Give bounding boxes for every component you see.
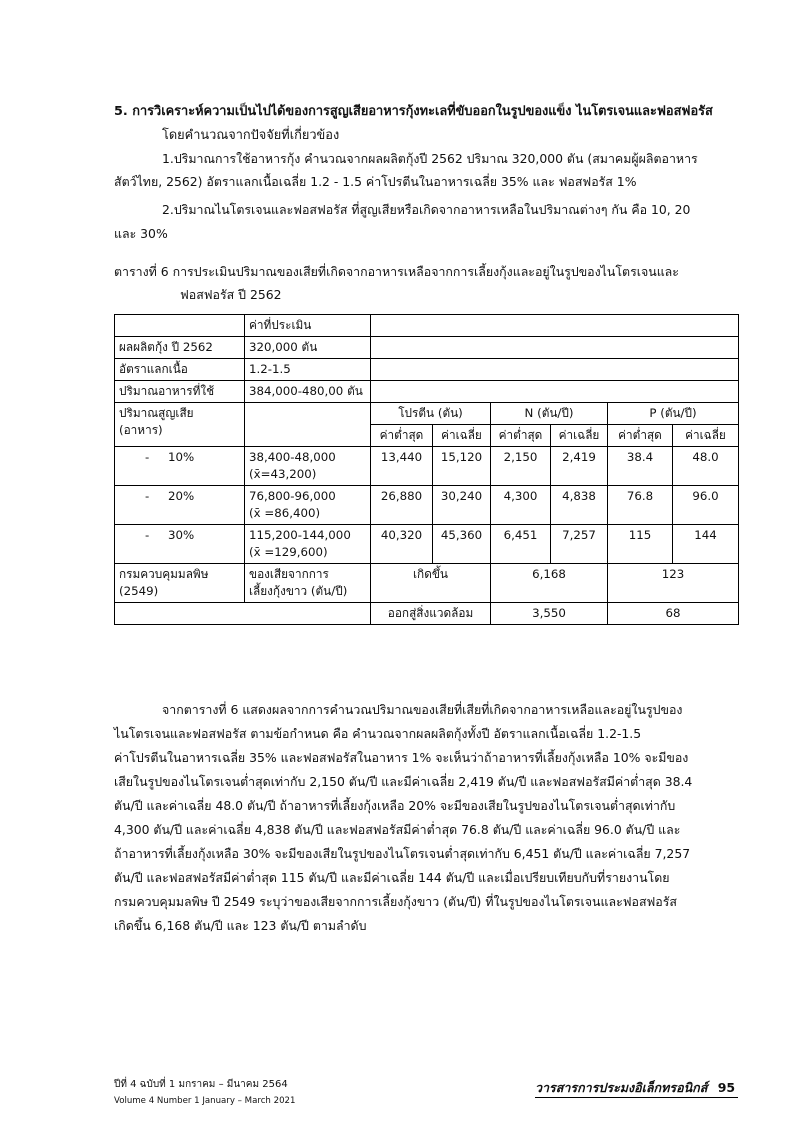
p-min: 115 bbox=[608, 525, 673, 564]
footer-rule bbox=[535, 1097, 738, 1098]
protein-min: 26,880 bbox=[371, 486, 433, 525]
loss-range bbox=[245, 486, 371, 525]
p-avg-header: ค่าเฉลี่ย bbox=[673, 425, 739, 447]
pcd-label-line2: (2549) bbox=[119, 584, 159, 598]
p-min: 38.4 bbox=[608, 447, 673, 486]
footer-journal-name: วารสารการประมงอิเล็กทรอนิกส์ bbox=[535, 1080, 708, 1095]
loss-range bbox=[245, 447, 371, 486]
pcd-label bbox=[115, 564, 245, 603]
fcr-label: อัตราแลกเนื้อ bbox=[115, 359, 245, 381]
table-row bbox=[115, 337, 739, 359]
table-row bbox=[115, 381, 739, 403]
page-number: 95 bbox=[717, 1080, 736, 1095]
protein-min: 40,320 bbox=[371, 525, 433, 564]
footer-issue-th: ปีที่ 4 ฉบับที่ 1 มกราคม – มีนาคม 2564 bbox=[114, 1079, 288, 1090]
n-min: 6,451 bbox=[491, 525, 551, 564]
item2-line1: 2.ปริมาณไนโตรเจนและฟอสฟอรัส ที่สูญเสียหรือเกิดจากอาหารเหลือในปริมาณต่างๆ กัน คือ 10, 20 bbox=[162, 202, 691, 217]
released-p: 68 bbox=[608, 603, 739, 625]
section-subtitle: โดยคำนวณจากปัจจัยที่เกี่ยวข้อง bbox=[162, 128, 340, 143]
footer-journal bbox=[535, 1078, 735, 1098]
p-avg: 96.0 bbox=[673, 486, 739, 525]
protein-avg: 15,120 bbox=[433, 447, 491, 486]
paragraph-line: ถ้าอาหารที่เลี้ยงกุ้งเหลือ 30% จะมีของเสียในรูปของไนโตรเจนต่ำสุดเท่ากับ 6,451 ตัน/ปี และค่าเฉลี่ย 7,257 bbox=[114, 846, 691, 861]
loss-pct: - 20% bbox=[115, 486, 245, 525]
table-row bbox=[115, 403, 739, 425]
table-row bbox=[115, 525, 739, 564]
loss-range-mean: (x̄ =86,400) bbox=[249, 506, 321, 520]
feed-label: ปริมาณอาหารที่ใช้ bbox=[115, 381, 245, 403]
footer-issue-en: Volume 4 Number 1 January – March 2021 bbox=[114, 1096, 296, 1106]
p-avg: 48.0 bbox=[673, 447, 739, 486]
loss-range-mean: (x̄=43,200) bbox=[249, 467, 317, 481]
paragraph-line: ตัน/ปี และค่าเฉลี่ย 48.0 ตัน/ปี ถ้าอาหารที่เลี้ยงกุ้งเหลือ 20% จะมีของเสียในรูปของไนโตรเจนต่ำสุดเท่ากับ bbox=[114, 798, 676, 813]
item1-line2: สัตว์ไทย, 2562) อัตราแลกเนื้อเฉลี่ย 1.2 - 1.5 ค่าโปรตีนในอาหารเฉลี่ย 35% และ ฟอสฟอรัส 1% bbox=[114, 174, 637, 189]
generated-label: เกิดขึ้น bbox=[371, 564, 491, 603]
loss-range-value: 76,800-96,000 bbox=[249, 489, 336, 503]
loss-pct: - 10% bbox=[115, 447, 245, 486]
table-caption-line1: ตารางที่ 6 การประเมินปริมาณของเสียที่เกิดจากอาหารเหลือจากการเลี้ยงกุ้งและอยู่ในรูปของไนโตรเจนและ bbox=[114, 264, 679, 279]
item2-line2: และ 30% bbox=[114, 226, 168, 241]
paragraph-line: ตัน/ปี และฟอสฟอรัสมีค่าต่ำสุด 115 ตัน/ปี และมีค่าเฉลี่ย 144 ตัน/ปี และเมื่อเปรียบเทียบกับที่รายงานโดย bbox=[114, 870, 670, 885]
n-min: 4,300 bbox=[491, 486, 551, 525]
protein-header: โปรตีน (ตัน) bbox=[371, 403, 491, 425]
protein-avg: 30,240 bbox=[433, 486, 491, 525]
loss-label-line1: ปริมาณสูญเสีย bbox=[119, 406, 194, 420]
table-row bbox=[115, 603, 739, 625]
header-eval: ค่าที่ประเมิน bbox=[245, 315, 371, 337]
loss-range-value: 115,200-144,000 bbox=[249, 528, 351, 542]
loss-range-mean: (x̄ =129,600) bbox=[249, 545, 328, 559]
loss-range-value: 38,400-48,000 bbox=[249, 450, 336, 464]
loss-label-line2: (อาหาร) bbox=[119, 423, 163, 437]
p-header: P (ตัน/ปี) bbox=[608, 403, 739, 425]
paragraph-line: ไนโตรเจนและฟอสฟอรัส ตามข้อกำหนด คือ คำนวณจากผลผลิตกุ้งทั้งปี อัตราแลกเนื้อเฉลี่ย 1.2-1.5 bbox=[114, 726, 642, 741]
n-avg-header: ค่าเฉลี่ย bbox=[551, 425, 608, 447]
generated-p: 123 bbox=[608, 564, 739, 603]
table-row bbox=[115, 486, 739, 525]
p-min-header: ค่าต่ำสุด bbox=[608, 425, 673, 447]
p-min: 76.8 bbox=[608, 486, 673, 525]
loss-label bbox=[115, 403, 245, 447]
protein-min: 13,440 bbox=[371, 447, 433, 486]
table-row bbox=[115, 315, 739, 337]
protein-avg: 45,360 bbox=[433, 525, 491, 564]
loss-pct: - 30% bbox=[115, 525, 245, 564]
p-avg: 144 bbox=[673, 525, 739, 564]
protein-avg-header: ค่าเฉลี่ย bbox=[433, 425, 491, 447]
n-min: 2,150 bbox=[491, 447, 551, 486]
paragraph-line: เสียในรูปของไนโตรเจนต่ำสุดเท่ากับ 2,150 ตัน/ปี และมีค่าเฉลี่ย 2,419 ตัน/ปี และฟอสฟอรัสมีค่าต่ำสุด 38.4 bbox=[114, 774, 693, 789]
feed-value: 384,000-480,00 ตัน bbox=[245, 381, 371, 403]
waste-label bbox=[245, 564, 371, 603]
waste-label-line1: ของเสียจากการ bbox=[249, 567, 329, 581]
item1-line1: 1.ปริมาณการใช้อาหารกุ้ง คำนวณจากผลผลิตกุ้งปี 2562 ปริมาณ 320,000 ตัน (สมาคมผู้ผลิตอาหาร bbox=[162, 151, 698, 166]
table-row bbox=[115, 359, 739, 381]
n-header: N (ตัน/ปี) bbox=[491, 403, 608, 425]
n-avg: 4,838 bbox=[551, 486, 608, 525]
loss-range bbox=[245, 525, 371, 564]
section-title: 5. การวิเคราะห์ความเป็นไปได้ของการสูญเสียอาหารกุ้งทะเลที่ขับออกในรูปของแข็ง ไนโตรเจนและฟอสฟอรัส bbox=[114, 104, 713, 119]
table-row bbox=[115, 564, 739, 603]
fcr-value: 1.2-1.5 bbox=[245, 359, 371, 381]
paragraph-line: จากตารางที่ 6 แสดงผลจากการคำนวณปริมาณของเสียที่เสียที่เกิดจากอาหารเหลือและอยู่ในรูปของ bbox=[162, 702, 683, 717]
paragraph-line: 4,300 ตัน/ปี และค่าเฉลี่ย 4,838 ตัน/ปี และฟอสฟอรัสมีค่าต่ำสุด 76.8 ตัน/ปี และค่าเฉลี่ย 96.0 ตัน/ปี และ bbox=[114, 822, 681, 837]
released-n: 3,550 bbox=[491, 603, 608, 625]
paragraph-line: เกิดขึ้น 6,168 ตัน/ปี และ 123 ตัน/ปี ตามลำดับ bbox=[114, 918, 367, 933]
n-min-header: ค่าต่ำสุด bbox=[491, 425, 551, 447]
waste-label-line2: เลี้ยงกุ้งขาว (ตัน/ปี) bbox=[249, 584, 348, 598]
waste-estimate-table bbox=[114, 314, 739, 625]
prod-value: 320,000 ตัน bbox=[245, 337, 371, 359]
n-avg: 7,257 bbox=[551, 525, 608, 564]
paragraph-line: ค่าโปรตีนในอาหารเฉลี่ย 35% และฟอสฟอรัสในอาหาร 1% จะเห็นว่าถ้าอาหารที่เลี้ยงกุ้งเหลือ 10% จะมีของ bbox=[114, 750, 689, 765]
generated-n: 6,168 bbox=[491, 564, 608, 603]
table-row bbox=[115, 447, 739, 486]
prod-label: ผลผลิตกุ้ง ปี 2562 bbox=[115, 337, 245, 359]
pcd-label-line1: กรมควบคุมมลพิษ bbox=[119, 567, 209, 581]
table-caption-line2: ฟอสฟอรัส ปี 2562 bbox=[180, 287, 282, 302]
paragraph-line: กรมควบคุมมลพิษ ปี 2549 ระบุว่าของเสียจากการเลี้ยงกุ้งขาว (ตัน/ปี) ที่ในรูปของไนโตรเจนและฟอสฟอรัส bbox=[114, 894, 677, 909]
protein-min-header: ค่าต่ำสุด bbox=[371, 425, 433, 447]
released-label: ออกสู่สิ่งแวดล้อม bbox=[371, 603, 491, 625]
n-avg: 2,419 bbox=[551, 447, 608, 486]
